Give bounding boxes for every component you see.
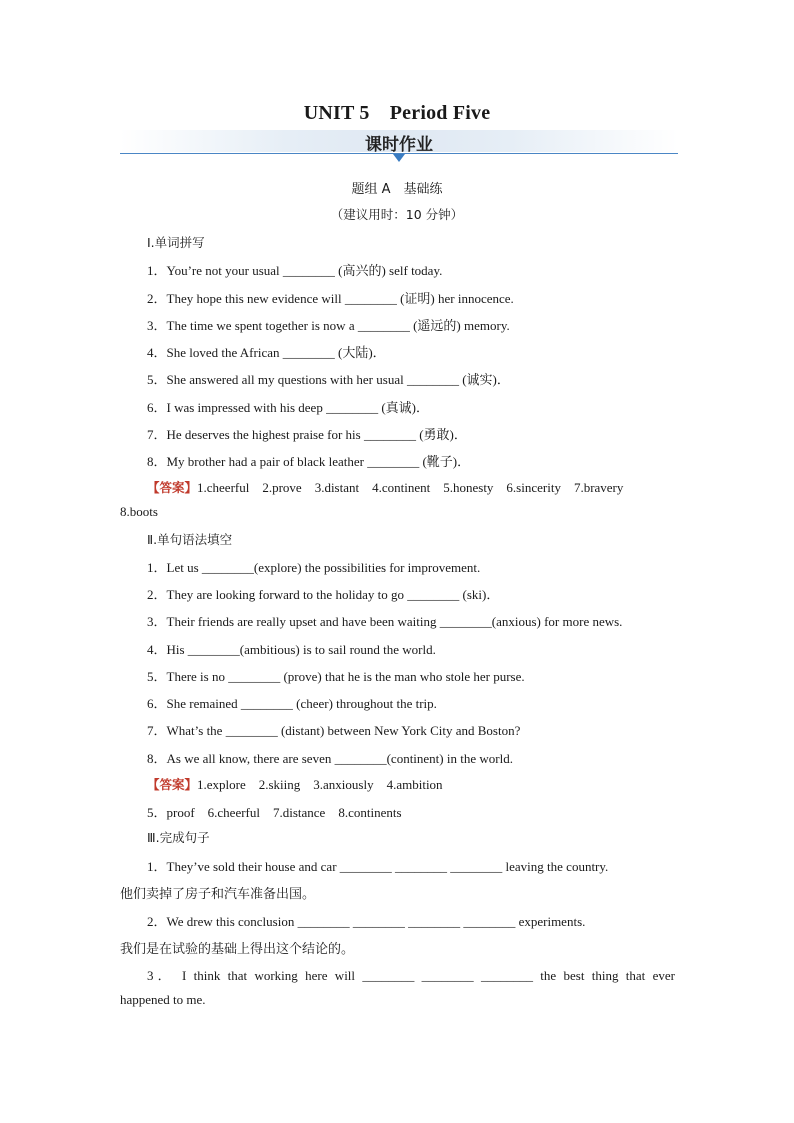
time-hint: （建议用时：10 分钟） [330, 207, 464, 222]
answer-text: 1.cheerful 2.prove 3.distant 4.continent 5.honesty 6.sincerity 7.bravery [197, 480, 624, 495]
answer-label: 【答案】 [147, 777, 198, 792]
question-item: 8．As we all know, there are seven ________(continent) in the world. [147, 751, 513, 766]
section-heading: Ⅰ.单词拼写 [147, 235, 205, 250]
section-banner [120, 128, 678, 154]
question-item: 2．They hope this new evidence will ________ (证明) her innocence. [147, 291, 514, 306]
question-item: 1．You’re not your usual ________ (高兴的) self today. [147, 263, 443, 278]
question-item: 1．Let us ________(explore) the possibilities for improvement. [147, 560, 481, 575]
question-item: 3．Their friends are really upset and have been waiting ________(anxious) for more news. [147, 614, 623, 629]
question-item-continued: happened to me. [120, 992, 206, 1007]
banner-triangle-icon [393, 154, 405, 162]
answer-line-continued: 8.boots [120, 504, 158, 519]
translation-text: 他们卖掉了房子和汽车准备出国。 [120, 887, 316, 902]
page-title: UNIT 5 Period Five [303, 102, 491, 124]
question-item: 3．The time we spent together is now a ________ (遥远的) memory. [147, 318, 510, 333]
question-item: 8．My brother had a pair of black leather ________ (靴子)． [147, 454, 471, 469]
question-item: 6．She remained ________ (cheer) throughout the trip. [147, 696, 437, 711]
banner-title: 课时作业 [365, 135, 433, 155]
section-heading: Ⅱ.单句语法填空 [147, 532, 233, 547]
question-item: 4．She loved the African ________ (大陆)． [147, 345, 386, 360]
answer-label: 【答案】 [147, 480, 198, 495]
question-item: 7．What’s the ________ (distant) between New York City and Boston? [147, 723, 521, 738]
group-heading: 题组 A 基础练 [351, 182, 443, 197]
question-item: 3． I think that working here will ________ ________ ________ the best thing that ever [147, 968, 675, 983]
question-item: 7．He deserves the highest praise for his ________ (勇敢)． [147, 427, 467, 442]
question-item: 4．His ________(ambitious) is to sail round the world. [147, 642, 436, 657]
answer-text: 1.explore 2.skiing 3.anxiously 4.ambition [197, 777, 443, 792]
question-item: 6．I was impressed with his deep ________ (真诚)． [147, 400, 429, 415]
section-heading: Ⅲ.完成句子 [147, 830, 210, 845]
question-item: 5．There is no ________ (prove) that he is the man who stole her purse. [147, 669, 525, 684]
translation-text: 我们是在试验的基础上得出这个结论的。 [120, 942, 355, 957]
answer-line [147, 775, 443, 793]
answer-line-continued: 5．proof 6.cheerful 7.distance 8.continents [147, 805, 402, 820]
question-item: 5．She answered all my questions with her usual ________ (诚实)． [147, 372, 510, 387]
question-item: 1．They’ve sold their house and car ________ ________ ________ leaving the country. [147, 859, 609, 874]
answer-line [147, 478, 623, 496]
question-item: 2．We drew this conclusion ________ ________ ________ ________ experiments. [147, 914, 586, 929]
question-item: 2．They are looking forward to the holiday to go ________ (ski)． [147, 587, 500, 602]
